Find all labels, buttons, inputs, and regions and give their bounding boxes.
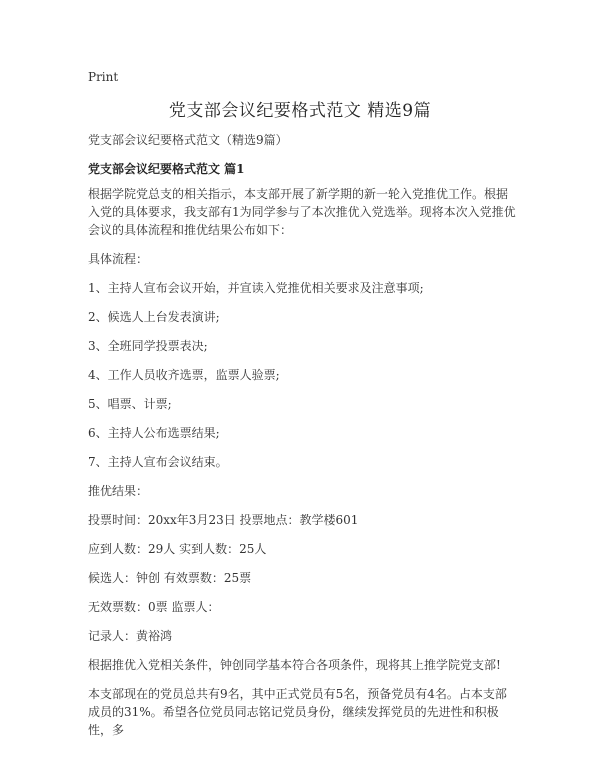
paragraph-members: 本支部现在的党员总共有9名，其中正式党员有5名，预备党员有4名。占本支部成员的31%。希望各位党员同志铭记党员身份，继续发挥党员的先进性和积极性，多 xyxy=(88,687,507,737)
document-body xyxy=(88,185,518,750)
process-step: 3、全班同学投票表决; xyxy=(88,339,208,353)
paragraph-process-label: 具体流程： xyxy=(88,252,149,266)
paragraph-intro: 根据学院党总支的相关指示，本支部开展了新学期的新一轮入党推优工作。根据入党的具体要求，我支部有1为同学参与了本次推优入党选举。现将本次入党推优会议的具体流程和推优结果公布如下： xyxy=(88,187,516,237)
paragraph-result-label: 推优结果： xyxy=(88,484,149,498)
process-step: 1、主持人宣布会议开始，并宣读入党推优相关要求及注意事项; xyxy=(88,281,424,295)
result-vote-time: 投票时间：20xx年3月23日 投票地点：教学楼601 xyxy=(88,513,359,527)
print-link[interactable]: Print xyxy=(88,70,119,84)
process-step: 4、工作人员收齐选票，监票人验票; xyxy=(88,368,280,382)
process-step: 2、候选人上台发表演讲; xyxy=(88,310,220,324)
process-step: 5、唱票、计票; xyxy=(88,397,172,411)
result-attendance: 应到人数：29人 实到人数：25人 xyxy=(88,542,267,556)
result-recorder: 记录人：黄裕鸿 xyxy=(88,629,173,643)
document-subtitle: 党支部会议纪要格式范文（精选9篇） xyxy=(88,133,288,147)
document-title: 党支部会议纪要格式范文 精选9篇 xyxy=(168,101,432,121)
process-step: 7、主持人宣布会议结束。 xyxy=(88,455,228,469)
result-invalid-votes: 无效票数：0票 监票人： xyxy=(88,600,220,614)
paragraph-conclusion: 根据推优入党相关条件，钟创同学基本符合各项条件，现将其上推学院党支部! xyxy=(88,658,501,672)
process-step: 6、主持人公布选票结果; xyxy=(88,426,220,440)
result-candidate: 候选人：钟创 有效票数：25票 xyxy=(88,571,252,585)
section-heading: 党支部会议纪要格式范文 篇1 xyxy=(88,162,245,176)
